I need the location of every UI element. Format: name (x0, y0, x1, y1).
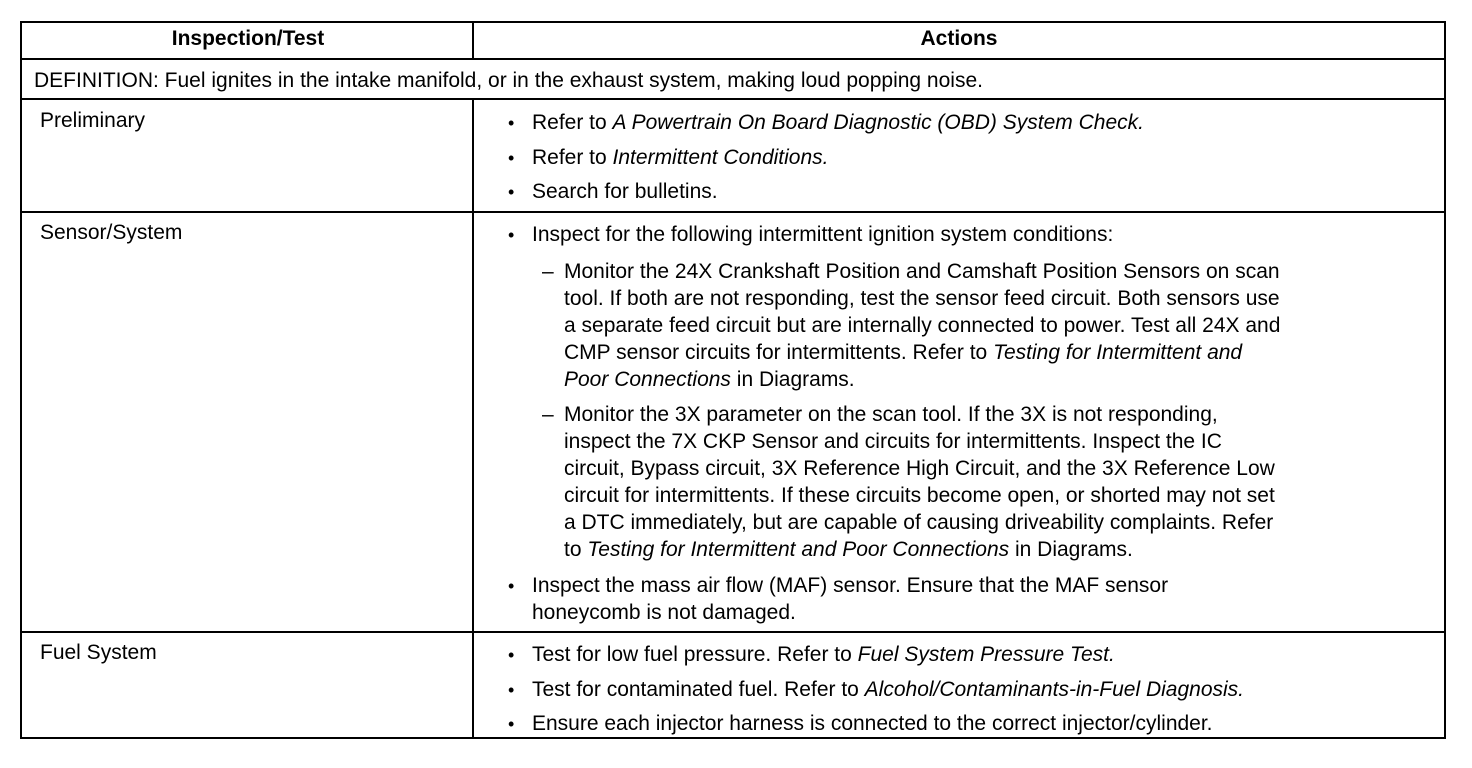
definition-divider (22, 98, 1444, 100)
diagnostic-table (20, 21, 1446, 739)
bullet-icon: • (508, 182, 515, 202)
action-item: Test for contaminated fuel. Refer to Alcohol/Contaminants-in-Fuel Diagnosis. (532, 678, 1245, 701)
row-label-preliminary: Preliminary (40, 109, 146, 132)
dash-icon: – (542, 260, 554, 283)
header-inspection-test: Inspection/Test (171, 27, 325, 50)
definition-text: DEFINITION: Fuel ignites in the intake manifold, or in the exhaust system, making loud popping noise. (34, 69, 983, 92)
bullet-icon: • (508, 225, 515, 245)
action-item: Inspect for the following intermittent ignition system conditions: (532, 223, 1114, 246)
action-subitem: Monitor the 24X Crankshaft Position and Camshaft Position Sensors on scan tool. If both are not responding, test the sensor feed circuit. Both sensors use a separate feed circuit but are internally connected to power. Test all 24X and CMP sensor circuits for intermittents. Refer to Testing for Intermittent and Poor Connections in Diagrams. (564, 260, 1281, 391)
action-item: Test for low fuel pressure. Refer to Fuel System Pressure Test. (532, 643, 1115, 666)
bullet-icon: • (508, 113, 515, 133)
action-item: Refer to A Powertrain On Board Diagnostic (OBD) System Check. (532, 111, 1144, 134)
bullet-icon: • (508, 576, 515, 596)
row-divider-preliminary (22, 211, 1444, 213)
bullet-icon: • (508, 714, 515, 734)
row-label-sensor-system: Sensor/System (40, 221, 183, 244)
bullet-icon: • (508, 680, 515, 700)
row-divider-sensor (22, 631, 1444, 633)
header-divider (22, 58, 1444, 60)
action-subitem: Monitor the 3X parameter on the scan tool. If the 3X is not responding, inspect the 7X CKP Sensor and circuits for intermittents. Inspect the IC circuit, Bypass circuit, 3X Reference High Circuit, and the 3X Reference Low circuit for intermittents. If these circuits become open, or shorted may not set a DTC immediately, but are capable of causing driveability complaints. Refer to Testing for Intermittent and Poor Connections in Diagrams. (564, 403, 1275, 561)
bullet-icon: • (508, 645, 515, 665)
action-item: Refer to Intermittent Conditions. (532, 146, 829, 169)
row-label-fuel-system: Fuel System (40, 641, 157, 664)
action-item: Ensure each injector harness is connected to the correct injector/cylinder. (532, 712, 1213, 735)
action-item: Search for bulletins. (532, 180, 718, 203)
dash-icon: – (542, 403, 554, 426)
bullet-icon: • (508, 148, 515, 168)
column-divider-body (472, 98, 474, 737)
header-actions: Actions (920, 27, 998, 50)
action-item: Inspect the mass air flow (MAF) sensor. Ensure that the MAF sensor honeycomb is not damaged. (532, 574, 1169, 624)
